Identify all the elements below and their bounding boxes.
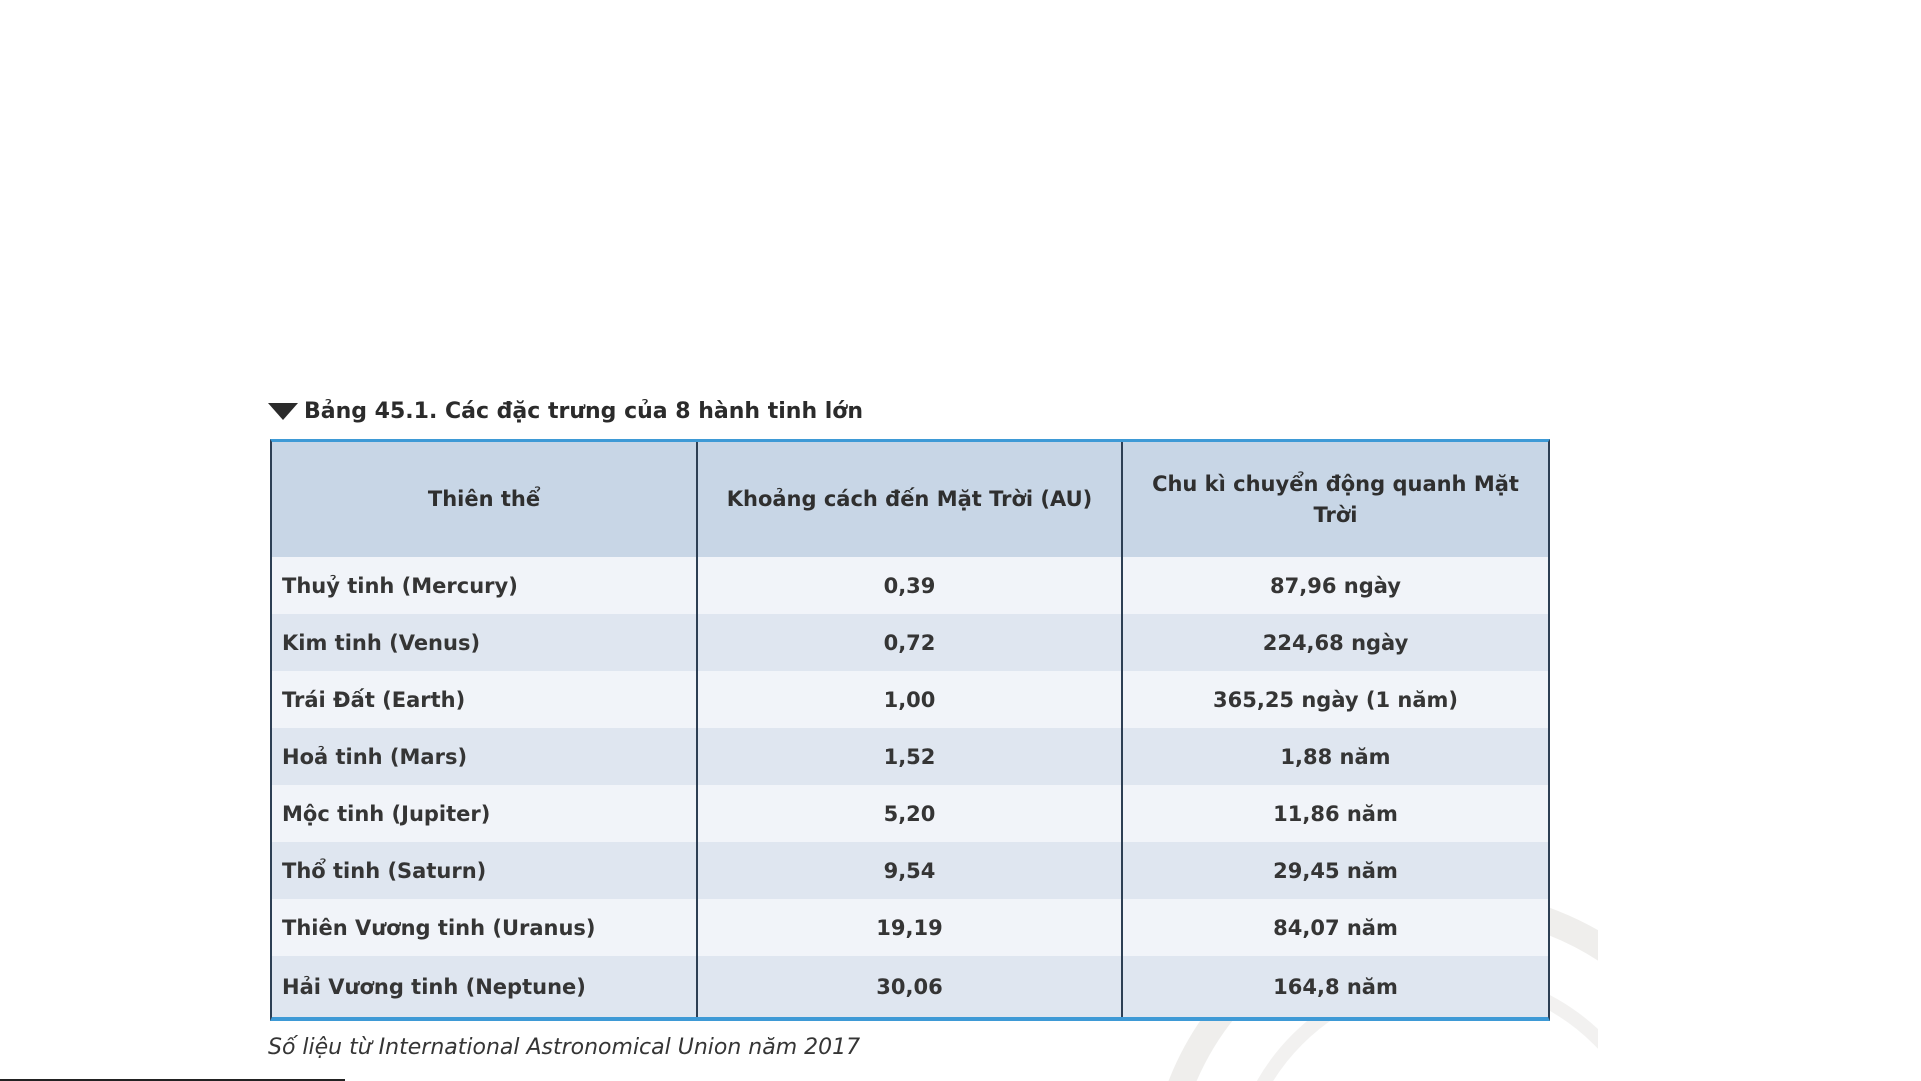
table-row [272,614,1548,671]
table-figure [268,395,1598,1081]
planet-period: 84,07 năm [1122,899,1548,956]
caption-text: Bảng 45.1. Các đặc trưng của 8 hành tinh lớn [304,399,864,424]
table-row [272,842,1548,899]
header-body: Thiên thể [272,442,697,557]
planet-distance: 0,72 [697,614,1122,671]
planet-period: 11,86 năm [1122,785,1548,842]
table-row [272,728,1548,785]
planet-table [272,442,1548,1017]
planet-period: 29,45 năm [1122,842,1548,899]
planet-name: Trái Đất (Earth) [272,671,697,728]
planet-distance: 19,19 [697,899,1122,956]
planet-distance: 5,20 [697,785,1122,842]
table-caption [268,399,863,424]
triangle-down-icon [268,403,298,420]
planet-distance: 1,52 [697,728,1122,785]
planet-name: Kim tinh (Venus) [272,614,697,671]
planet-table-frame [270,439,1550,1021]
planet-period: 164,8 năm [1122,956,1548,1017]
planet-distance: 0,39 [697,557,1122,614]
planet-period: 365,25 ngày (1 năm) [1122,671,1548,728]
planet-name: Hoả tinh (Mars) [272,728,697,785]
planet-period: 87,96 ngày [1122,557,1548,614]
planet-distance: 30,06 [697,956,1122,1017]
table-row [272,956,1548,1017]
planet-name: Thổ tinh (Saturn) [272,842,697,899]
table-row [272,899,1548,956]
table-row [272,557,1548,614]
planet-name: Hải Vương tinh (Neptune) [272,956,697,1017]
table-row [272,785,1548,842]
planet-name: Mộc tinh (Jupiter) [272,785,697,842]
planet-period: 1,88 năm [1122,728,1548,785]
planet-name: Thuỷ tinh (Mercury) [272,557,697,614]
source-note: Số liệu từ International Astronomical Union năm 2017 [268,1035,861,1060]
planet-name: Thiên Vương tinh (Uranus) [272,899,697,956]
table-row [272,671,1548,728]
table-header-row [272,442,1548,557]
planet-distance: 1,00 [697,671,1122,728]
header-period: Chu kì chuyển động quanh Mặt Trời [1122,442,1548,557]
planet-distance: 9,54 [697,842,1122,899]
planet-period: 224,68 ngày [1122,614,1548,671]
header-distance: Khoảng cách đến Mặt Trời (AU) [697,442,1122,557]
